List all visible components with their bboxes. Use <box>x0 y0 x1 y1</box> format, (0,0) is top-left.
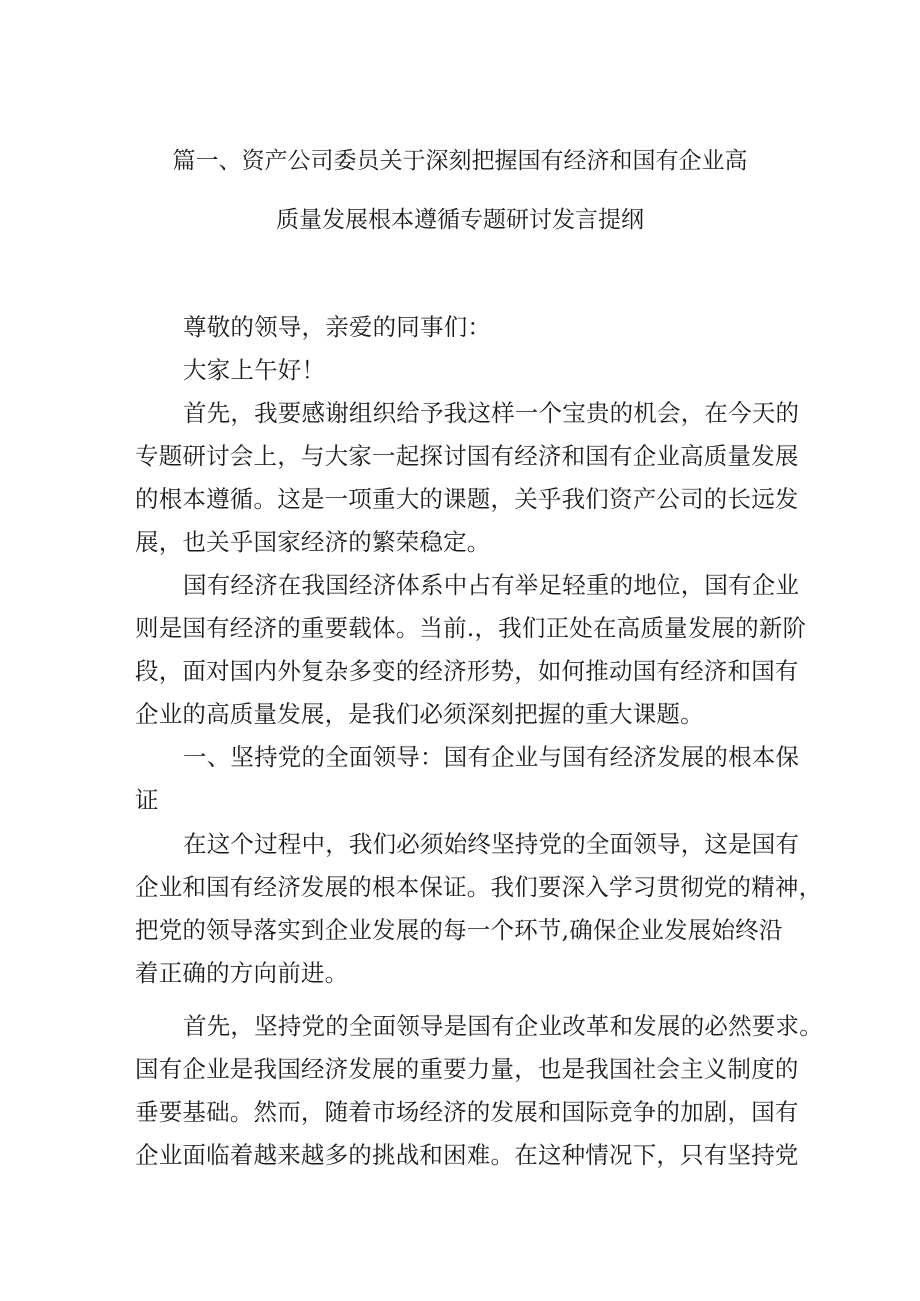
paragraph-1-line: 专题研讨会上，与大家一起探讨国有经济和国有企业高质量发展 <box>135 442 799 470</box>
paragraph-2-line: 段，面对国内外复杂多变的经济形势，如何推动国有经济和国有 <box>135 657 799 685</box>
section-heading-1-continued: 证 <box>135 786 159 814</box>
paragraph-4-line: 国有企业是我国经济发展的重要力量，也是我国社会主义制度的 <box>135 1055 799 1083</box>
paragraph-3-line: 在这个过程中，我们必须始终坚持党的全面领导，这是国有 <box>183 830 800 858</box>
paragraph-2-line: 国有经济在我国经济体系中占有举足轻重的地位，国有企业 <box>183 571 800 599</box>
salutation: 尊敬的领导，亲爱的同事们： <box>183 313 492 341</box>
document-title-line-2: 质量发展根本遵循专题研讨发言提纲 <box>276 207 644 233</box>
section-heading-1: 一、坚持党的全面领导：国有企业与国有经济发展的根本保 <box>183 743 800 771</box>
paragraph-2-line: 企业的高质量发展，是我们必须深刻把握的重大课题。 <box>135 700 704 728</box>
paragraph-1-line: 的根本遵循。这是一项重大的课题，关乎我们资产公司的长远发 <box>135 485 799 513</box>
document-title-line-1: 篇一、资产公司委员关于深刻把握国有经济和国有企业高 <box>172 148 748 174</box>
paragraph-4-line: 首先，坚持党的全面领导是国有企业改革和发展的必然要求。 <box>183 1012 823 1040</box>
greeting: 大家上午好！ <box>183 356 326 384</box>
paragraph-3-line: 把党的领导落实到企业发展的每一个环节,确保企业发展始终沿 <box>135 916 783 944</box>
paragraph-1-line: 首先，我要感谢组织给予我这样一个宝贵的机会，在今天的 <box>183 399 800 427</box>
paragraph-2-line: 则是国有经济的重要载体。当前.，我们正处在高质量发展的新阶 <box>135 614 807 642</box>
paragraph-3-line: 着正确的方向前进。 <box>135 959 349 987</box>
paragraph-4-line: 垂要基础。然而，随着市场经济的发展和国际竞争的加剧，国有 <box>135 1098 799 1126</box>
paragraph-4-line: 企业面临着越来越多的挑战和困难。在这种情况下，只有坚持党 <box>135 1141 799 1169</box>
paragraph-1-line: 展，也关乎国家经济的繁荣稳定。 <box>135 528 491 556</box>
paragraph-3-line: 企业和国有经济发展的根本保证。我们要深入学习贯彻党的精神， <box>135 873 823 901</box>
